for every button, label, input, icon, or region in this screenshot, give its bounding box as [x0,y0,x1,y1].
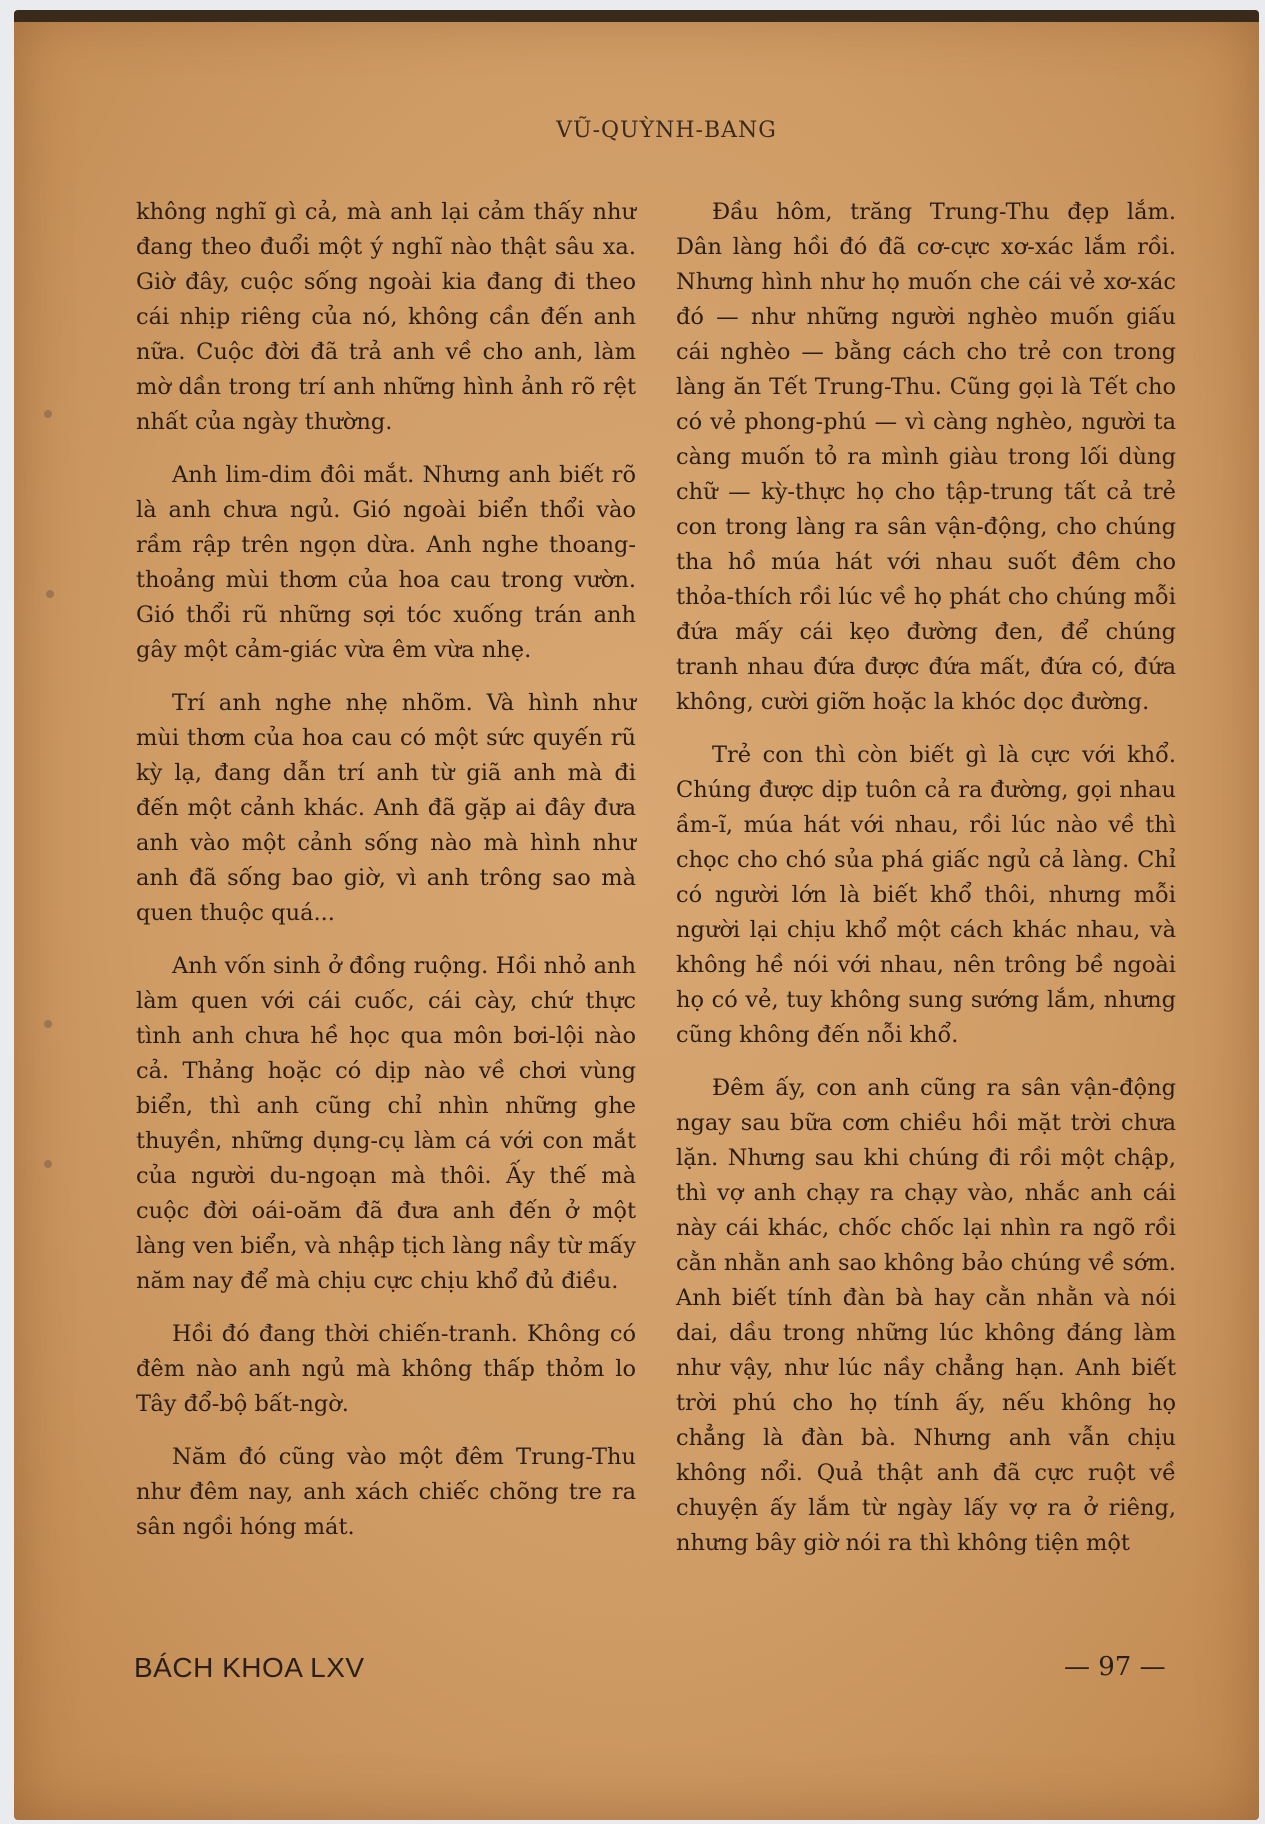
paragraph: Đầu hôm, trăng Trung-Thu đẹp lắm. Dân làng hồi đó đã cơ-cực xơ-xác lắm rồi. Nhưng hình như họ muốn che cái vẻ xơ-xác đó — như những người nghèo muốn giấu cái nghèo — bằng cách cho trẻ con trong làng ăn Tết Trung-Thu. Cũng gọi là Tết cho có vẻ phong-phú — vì càng nghèo, người ta càng muốn tỏ ra mình giàu trong lối dùng chữ — kỳ-thực họ cho tập-trung tất cả trẻ con trong làng ra sân vận-động, cho chúng tha hồ múa hát với nhau suốt đêm cho thỏa-thích rồi lúc về họ phát cho chúng mỗi đứa mấy cái kẹo đường đen, để chúng tranh nhau đứa được đứa mất, đứa có, đứa không, cười giỡn hoặc la khóc dọc đường. [676,199,1176,715]
paragraph: Anh lim-dim đôi mắt. Nhưng anh biết rõ là anh chưa ngủ. Gió ngoài biển thổi vào rầm rập trên ngọn dừa. Anh nghe thoang-thoảng mùi thơm của hoa cau trong vườn. Gió thổi rũ những sợi tóc xuống trán anh gây một cảm-giác vừa êm vừa nhẹ. [136,462,636,663]
punch-hole [44,1160,52,1168]
magazine-title: BÁCH KHOA LXV [134,1652,365,1683]
paragraph: không nghĩ gì cả, mà anh lại cảm thấy như đang theo đuổi một ý nghĩ nào thật sâu xa. Giờ đây, cuộc sống ngoài kia đang đi theo cái nhịp riêng của nó, không cần đến anh nữa. Cuộc đời đã trả anh về cho anh, làm mờ dần trong trí anh những hình ảnh rõ rệt nhất của ngày thường. [136,199,636,435]
paragraph: Trẻ con thì còn biết gì là cực với khổ. Chúng được dịp tuôn cả ra đường, gọi nhau ầm-ĩ, múa hát với nhau, rồi lúc nào về thì chọc cho chó sủa phá giấc ngủ cả làng. Chỉ có người lớn là biết khổ thôi, nhưng mỗi người lại chịu khổ một cách khác nhau, và không hề nói với nhau, nên trông bề ngoài họ có vẻ, tuy không sung sướng lắm, nhưng cũng không đến nỗi khổ. [676,742,1176,1048]
punch-hole [44,410,52,418]
punch-hole [46,590,54,598]
right-column [676,195,1176,1579]
running-title: VŨ-QUỲNH-BANG [556,118,777,143]
paragraph: Trí anh nghe nhẹ nhõm. Và hình như mùi thơm của hoa cau có một sức quyến rũ kỳ lạ, đang dẫn trí anh từ giã anh mà đi đến một cảnh khác. Anh đã gặp ai đây đưa anh vào một cảnh sống nào mà hình như anh đã sống bao giờ, vì anh trông sao mà quen thuộc quá... [136,690,636,926]
paragraph: Năm đó cũng vào một đêm Trung-Thu như đêm nay, anh xách chiếc chõng tre ra sân ngồi hóng mát. [136,1444,636,1540]
page-number: — 97 — [1064,1652,1166,1682]
left-column [136,195,636,1563]
punch-hole [44,1020,52,1028]
paragraph: Đêm ấy, con anh cũng ra sân vận-động ngay sau bữa cơm chiều hồi mặt trời chưa lặn. Nhưng sau khi chúng đi rồi một chập, thì vợ anh chạy ra chạy vào, nhắc anh cái này cái khác, chốc chốc lại nhìn ra ngõ rồi cằn nhằn anh sao không bảo chúng về sớm. Anh biết tính đàn bà hay cằn nhằn và nói dai, dầu trong những lúc không đáng làm như vậy, như lúc nầy chẳng hạn. Anh biết trời phú cho họ tính ấy, nếu không họ chẳng là đàn bà. Nhưng anh vẫn chịu không nổi. Quả thật anh đã cực ruột về chuyện ấy lắm từ ngày lấy vợ ra ở riêng, nhưng bây giờ nói ra thì không tiện một [676,1075,1176,1556]
magazine-page [14,10,1259,1820]
paragraph: Hồi đó đang thời chiến-tranh. Không có đêm nào anh ngủ mà không thấp thỏm lo Tây đổ-bộ bất-ngờ. [136,1321,636,1417]
paragraph: Anh vốn sinh ở đồng ruộng. Hồi nhỏ anh làm quen với cái cuốc, cái cày, chứ thực tình anh chưa hề học qua môn bơi-lội nào cả. Thảng hoặc có dịp nào về chơi vùng biển, thì anh cũng chỉ nhìn những ghe thuyền, những dụng-cụ làm cá với con mắt của người du-ngoạn mà thôi. Ấy thế mà cuộc đời oái-oăm đã đưa anh đến ở một làng ven biển, và nhập tịch làng nầy từ mấy năm nay để mà chịu cực chịu khổ đủ điều. [136,953,636,1294]
